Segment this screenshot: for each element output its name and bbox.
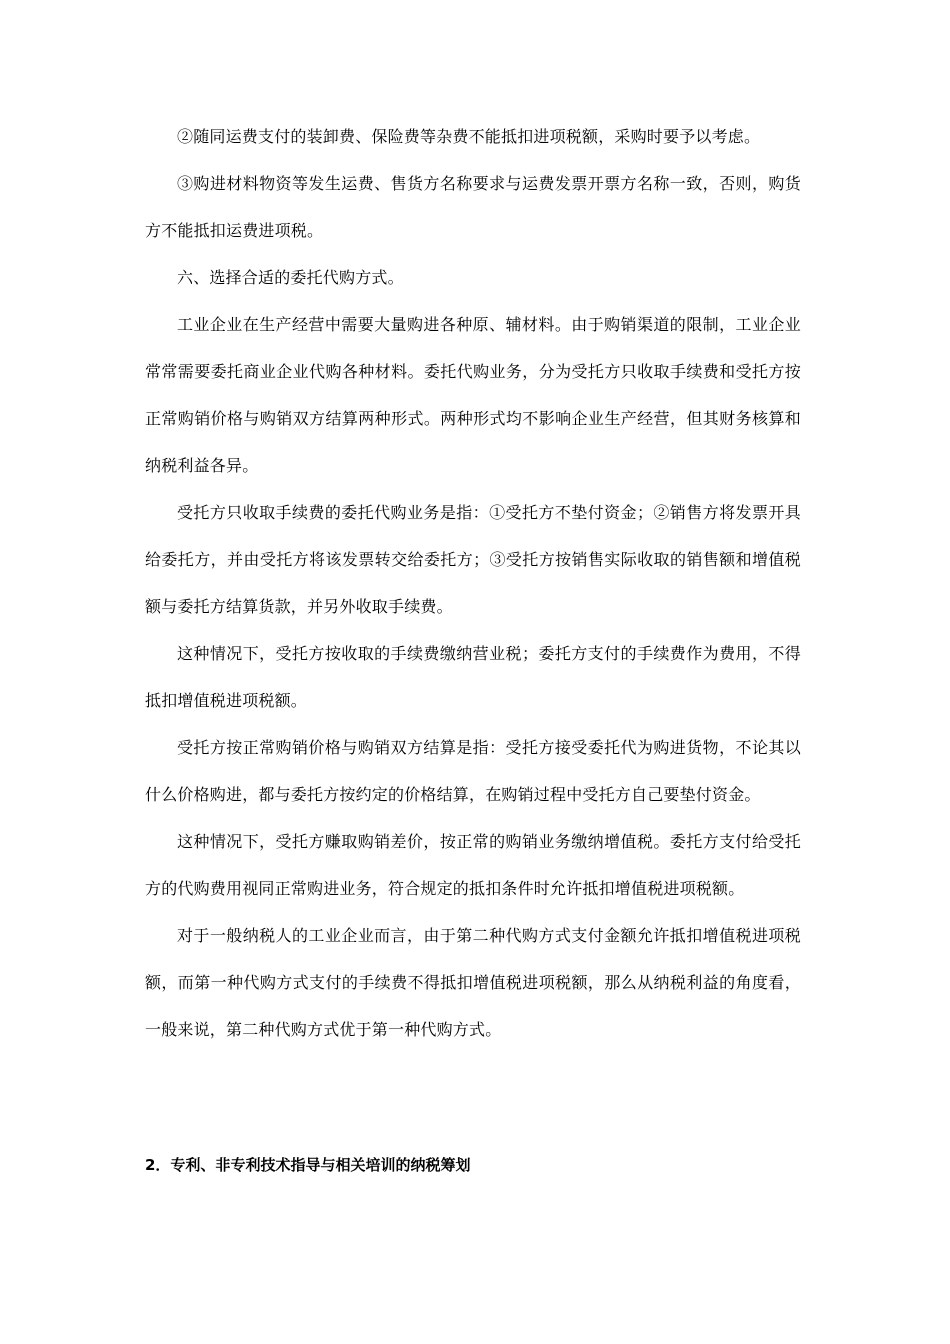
section-heading: 2．专利、非专利技术指导与相关培训的纳税筹划 — [145, 1156, 471, 1174]
paragraph-section-six-title: 六、选择合适的委托代购方式。 — [177, 268, 404, 287]
paragraph-industrial-purchasing: 工业企业在生产经营中需要大量购进各种原、辅材料。由于购销渠道的限制，工业企业常常需要委托商业企业代购各种材料。委托代购业务，分为受托方只收取手续费和受托方按正常购销价格与购销双方结算两种形式。两种形式均不影响企业生产经营，但其财务核算和纳税利益各异。 — [145, 315, 801, 475]
paragraph-normal-price-tax: 这种情况下，受托方赚取购销差价，按正常的购销业务缴纳增值税。委托方支付给受托方的代购费用视同正常购进业务，符合规定的抵扣条件时允许抵扣增值税进项税额。 — [145, 832, 801, 898]
paragraph-normal-price-agency: 受托方按正常购销价格与购销双方结算是指：受托方接受委托代为购进货物，不论其以什么价格购进，都与委托方按约定的价格结算，在购销过程中受托方自己要垫付资金。 — [145, 738, 801, 804]
document-body — [145, 113, 801, 1053]
paragraph-conclusion: 对于一般纳税人的工业企业而言，由于第二种代购方式支付金额允许抵扣增值税进项税额，而第一种代购方式支付的手续费不得抵扣增值税进项税额，那么从纳税利益的角度看，一般来说，第二种代购方式优于第一种代购方式。 — [145, 926, 801, 1039]
paragraph-freight-fees: ②随同运费支付的装卸费、保险费等杂费不能抵扣进项税额，采购时要予以考虑。 — [177, 127, 761, 146]
paragraph-freight-invoice: ③购进材料物资等发生运费、售货方名称要求与运费发票开票方名称一致，否则，购货方不能抵扣运费进项税。 — [145, 174, 801, 240]
paragraph-fee-only-tax: 这种情况下，受托方按收取的手续费缴纳营业税；委托方支付的手续费作为费用，不得抵扣增值税进项税额。 — [145, 644, 801, 710]
paragraph-fee-only-agency: 受托方只收取手续费的委托代购业务是指：①受托方不垫付资金；②销售方将发票开具给委托方，并由受托方将该发票转交给委托方；③受托方按销售实际收取的销售额和增值税额与委托方结算货款，并另外收取手续费。 — [145, 503, 801, 616]
